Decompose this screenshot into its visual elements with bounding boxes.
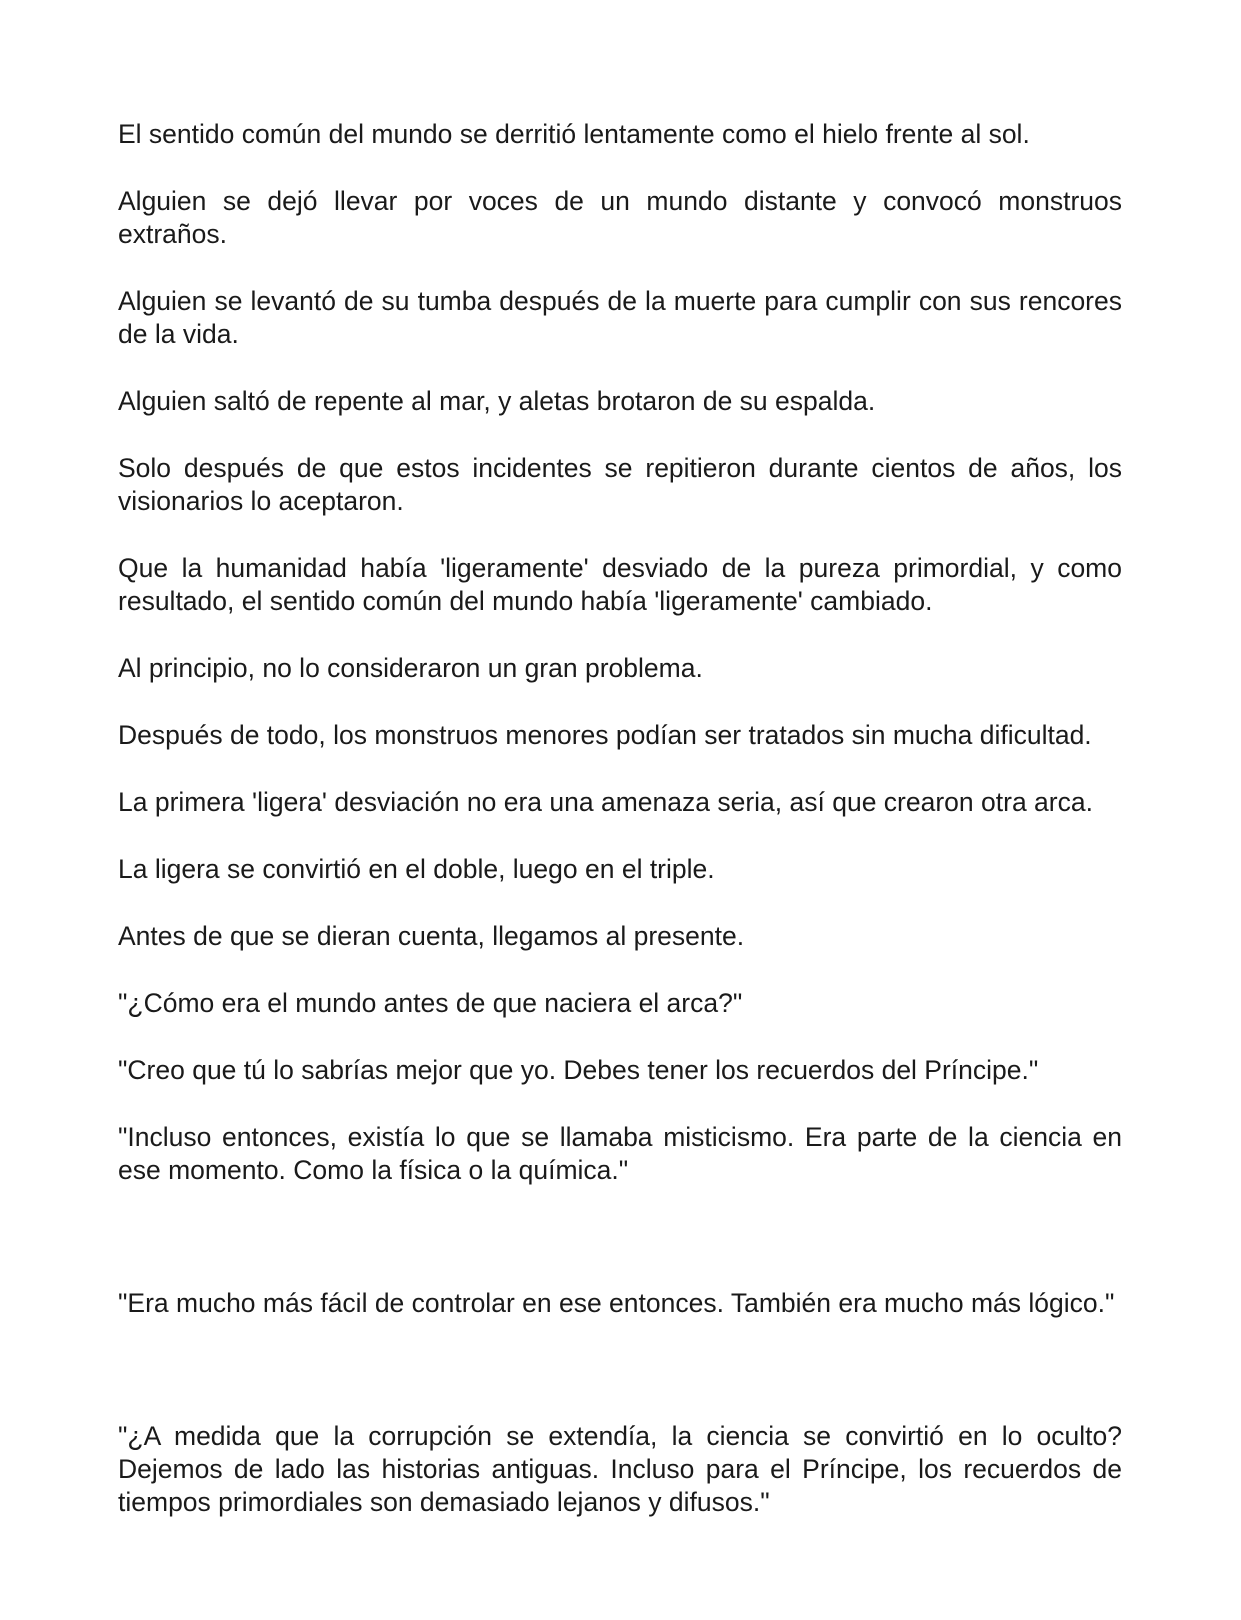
paragraph: La primera 'ligera' desviación no era una amenaza seria, así que crearon otra arca. bbox=[118, 787, 1093, 817]
paragraph: La ligera se convirtió en el doble, luego en el triple. bbox=[118, 854, 715, 884]
paragraph: Alguien se levantó de su tumba después de la muerte para cumplir con sus rencores de la vida. bbox=[118, 286, 1122, 349]
paragraph: Antes de que se dieran cuenta, llegamos al presente. bbox=[118, 921, 745, 951]
paragraph: Alguien saltó de repente al mar, y aletas brotaron de su espalda. bbox=[118, 386, 876, 416]
dialogue-line: "Creo que tú lo sabrías mejor que yo. Debes tener los recuerdos del Príncipe." bbox=[118, 1055, 1039, 1085]
paragraph: Que la humanidad había 'ligeramente' desviado de la pureza primordial, y como resultado, el sentido común del mundo había 'ligeramente' cambiado. bbox=[118, 553, 1122, 616]
paragraph: Solo después de que estos incidentes se repitieron durante cientos de años, los visionarios lo aceptaron. bbox=[118, 453, 1122, 516]
paragraph: El sentido común del mundo se derritió lentamente como el hielo frente al sol. bbox=[118, 119, 1030, 149]
dialogue-line: "Incluso entonces, existía lo que se llamaba misticismo. Era parte de la ciencia en ese momento. Como la física o la química." bbox=[118, 1122, 1122, 1185]
paragraph: Después de todo, los monstruos menores podían ser tratados sin mucha dificultad. bbox=[118, 720, 1092, 750]
dialogue-line: "¿Cómo era el mundo antes de que naciera el arca?" bbox=[118, 988, 743, 1018]
dialogue-line: "Era mucho más fácil de controlar en ese entonces. También era mucho más lógico." bbox=[118, 1288, 1115, 1318]
paragraph: Alguien se dejó llevar por voces de un mundo distante y convocó monstruos extraños. bbox=[118, 186, 1122, 249]
dialogue-line: "¿A medida que la corrupción se extendía, la ciencia se convirtió en lo oculto? Dejemos de lado las historias antiguas. Incluso para el Príncipe, los recuerdos de tiempos primordiales son demasiado lejanos y difusos." bbox=[118, 1421, 1122, 1517]
paragraph: Al principio, no lo consideraron un gran problema. bbox=[118, 653, 703, 683]
document-body bbox=[118, 118, 1122, 1519]
